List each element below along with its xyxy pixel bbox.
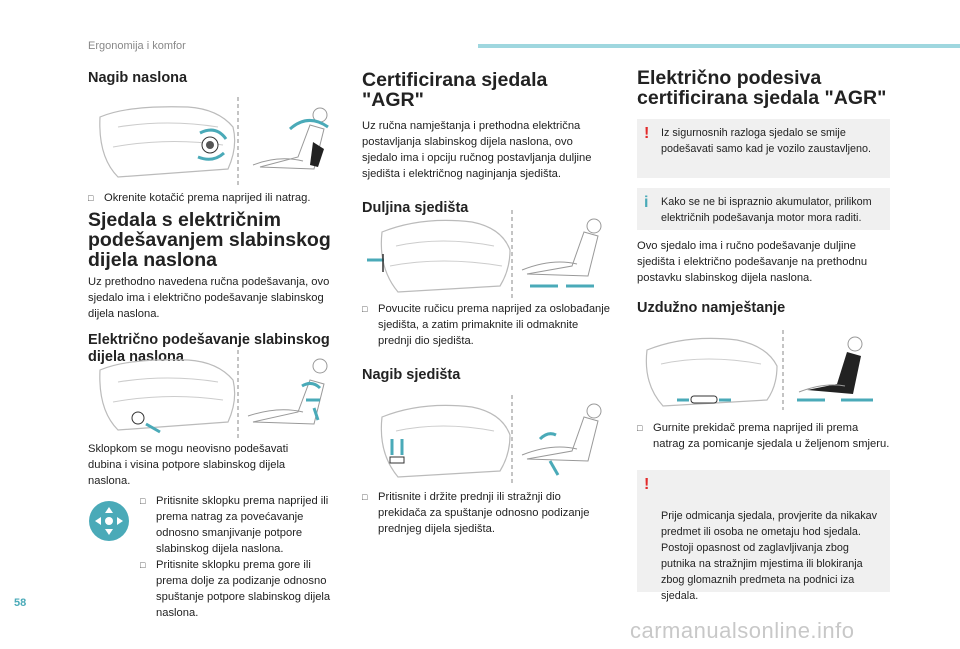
square-bullet-icon: □ — [362, 492, 368, 502]
instruction-text: Okrenite kotačić prema naprijed ili natrag. — [104, 192, 311, 204]
col2-body-2 — [362, 489, 612, 537]
figure-lumbar-switch — [88, 350, 338, 438]
heading-el-podesavanje: Električno podešavanje slabinskog dijela naslona — [88, 332, 330, 365]
square-bullet-icon: □ — [362, 304, 368, 314]
info-note — [637, 188, 890, 230]
figure-longitudinal — [637, 330, 887, 410]
heading-certificirana: Certificirana sjedala "AGR" — [362, 69, 548, 111]
heading-duljina: Duljina sjedišta — [362, 200, 469, 216]
lumbar-switch-icon — [88, 500, 130, 542]
instruction-gurnite — [637, 420, 892, 452]
square-bullet-icon: □ — [88, 193, 94, 203]
col1-bullets — [140, 493, 340, 621]
info-icon: i — [644, 194, 649, 211]
exclamation-icon: ! — [644, 476, 650, 493]
paragraph-sjedala-el: Uz prethodno navedena ručna podešavanja, ovo sjedalo ima i električno podešavanje slabinskog dijela naslona. — [88, 276, 330, 320]
square-bullet-icon: □ — [140, 560, 146, 570]
paragraph-certificirana: Uz ručna namještanja i prethodna električna postavljanja slabinskog dijela naslona, ovo sjedalo ima i opciju ručnog postavljanja duljine sjedišta i električnog naginjanja sjedišta. — [362, 120, 592, 180]
heading-sjedala-el: Sjedala s električnim podešavanjem slabinskog dijela naslona — [88, 209, 331, 271]
heading-nagib-naslona: Nagib naslona — [88, 70, 188, 86]
heading-uzduzno: Uzdužno namještanje — [637, 300, 786, 316]
figure-seat-length — [362, 210, 612, 298]
paragraph-sklopkom: Sklopkom se mogu neovisno podešavati dubina i visina potpore slabinskog dijela naslona. — [88, 443, 289, 487]
info-text: Kako se ne bi ispraznio akumulator, prilikom električnih podešavanja motor mora raditi. — [661, 196, 872, 224]
warning-note-1 — [637, 119, 890, 178]
square-bullet-icon: □ — [637, 423, 643, 433]
warning-text: Prije odmicanja sjedala, provjerite da nikakav predmet ili osoba ne ometaju hod sjedala. Postoji opasnost od zaglavljivanja zbog putnika na stražnjim mjestima ili blokiranja zbog glomaznih predmeta na podnici iza sjedala. — [661, 510, 878, 602]
heading-el-podesiva: Električno podesiva certificirana sjedala "AGR" — [637, 67, 887, 109]
paragraph-ovo-sjedalo: Ovo sjedalo ima i ručno podešavanje duljine sjedišta i električno podešavanje na prethodnu postavku slabinskog dijela naslona. — [637, 240, 868, 284]
instruction-text: Pritisnite i držite prednji ili stražnji dio prekidača za spuštanje odnosno podizanje prednjeg dijela sjedišta. — [378, 491, 590, 535]
heading-nagib-sjedista: Nagib sjedišta — [362, 367, 461, 383]
column-2 — [362, 70, 602, 217]
figure-seat-tilt — [362, 395, 612, 483]
column-1 — [88, 70, 338, 87]
figure-backrest-tilt — [88, 97, 338, 185]
col1-body-2 — [88, 441, 313, 489]
instruction-text: Gurnite prekidač prema naprijed ili prema natrag za pomicanje sjedala u željenom smjeru. — [653, 422, 890, 450]
col2-body — [362, 301, 612, 384]
section-title: Ergonomija i komfor — [88, 40, 186, 52]
warning-note-2 — [637, 470, 890, 602]
instruction-nagib — [88, 190, 343, 206]
watermark: carmanualsonline.info — [630, 618, 855, 643]
instruction-text: Pritisnite sklopku prema gore ili prema dolje za podizanje odnosno spuštanje potpore slabinskog dijela naslona. — [156, 559, 331, 619]
warning-text: Iz sigurnosnih razloga sjedalo se smije podešavati samo kad je vozilo zaustavljeno. — [661, 127, 872, 155]
instruction-nagib-sjedista — [362, 489, 612, 537]
square-bullet-icon: □ — [140, 496, 146, 506]
instruction-text: Pritisnite sklopku prema naprijed ili prema natrag za povećavanje odnosno smanjivanje potpore slabinskog dijela naslona. — [156, 495, 329, 555]
col3-body — [637, 238, 892, 317]
page-number: 58 — [14, 597, 27, 609]
instruction-pritisnite-1 — [140, 493, 340, 557]
instruction-text: Povucite ručicu prema naprijed za oslobađanje sjedišta, a zatim primaknite ili odmaknite prednji dio sjedišta. — [378, 303, 610, 347]
exclamation-icon: ! — [644, 125, 650, 142]
column-3 — [637, 68, 897, 108]
instruction-duljina — [362, 301, 612, 349]
col3-body-2 — [637, 420, 892, 452]
col1-body — [88, 190, 343, 366]
section-bar — [478, 44, 960, 48]
instruction-pritisnite-2 — [140, 557, 340, 621]
